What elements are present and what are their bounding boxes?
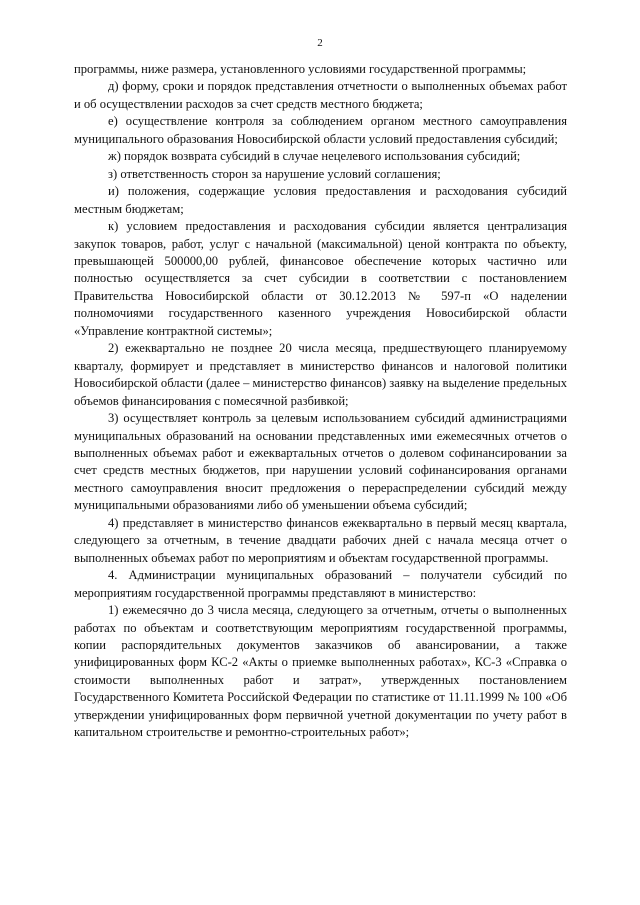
paragraph-item-d: д) форму, сроки и порядок представления отчетности о выполненных объемах работ и об осуществлении расходов за счет средств местного бюджета; bbox=[74, 79, 567, 111]
paragraph-item-z: з) ответственность сторон за нарушение условий соглашения; bbox=[108, 166, 441, 181]
paragraph-item-k: к) условием предоставления и расходования субсидии является централизация закупок товаров, работ, услуг с начальной (максимальной) ценой контракта по объекту, превышающей 500000,00 рублей, финансовое обеспечение которых частично или полностью осуществляется за счет субсидии в соответствии с постановлением Правительства Новосибирской области от 30.12.2013 № 597-п «О наделении полномочиями государственного казенного учреждения Новосибирской области «Управление контрактной системы»; bbox=[74, 219, 567, 338]
paragraph-section-4: 4. Администрации муниципальных образований – получатели субсидий по мероприятиям государственной программы представляют в министерство: bbox=[74, 568, 567, 600]
paragraph-point-3: 3) осуществляет контроль за целевым использованием субсидий администрациями муниципальных образований на основании представленных ими ежемесячных отчетов о выполненных объемах работ и ежеквартальных отчетов о долевом софинансировании за счет средств местных бюджетов, при нарушении условий софинансирования органами местного самоуправления вносит предложения о перераспределении субсидий между муниципальными образованиями либо об уменьшении объема субсидий; bbox=[74, 411, 567, 513]
document-body bbox=[74, 61, 567, 742]
paragraph-programme-threshold: программы, ниже размера, установленного условиями государственной программы; bbox=[74, 62, 527, 76]
paragraph-subpoint-1: 1) ежемесячно до 3 числа месяца, следующего за отчетным, отчеты о выполненных работах по объектам и соответствующим мероприятиям государственной программы, копии распорядительных документов заказчиков об авансировании, а также унифицированных форм КС-2 «Акты о приемке выполненных работах», КС-3 «Справка о стоимости выполненных работ и затрат», утвержденных постановлением Государственного Комитета Российской Федерации по статистике от 11.11.1999 № 100 «Об утверждении унифицированных форм первичной учетной документации по учету работ в капитальном строительстве и ремонтно-строительных работ»; bbox=[74, 603, 567, 740]
paragraph-point-2: 2) ежеквартально не позднее 20 числа месяца, предшествующего планируемому кварталу, формирует и представляет в министерство финансов и налоговой политики Новосибирской области (далее – министерство финансов) заявку на выделение предельных объемов финансирования с помесячной разбивкой; bbox=[74, 341, 567, 408]
paragraph-point-4: 4) представляет в министерство финансов ежеквартально в первый месяц квартала, следующего за отчетным, в течение двадцати рабочих дней с начала месяца отчет о выполненных объемах работ по мероприятиям и объектам государственной программы. bbox=[74, 515, 567, 565]
page-number: 2 bbox=[317, 37, 323, 49]
paragraph-item-zh: ж) порядок возврата субсидий в случае нецелевого использования субсидий; bbox=[108, 149, 521, 164]
paragraph-item-i: и) положения, содержащие условия предоставления и расходования субсидий местным бюджетам; bbox=[74, 184, 567, 216]
paragraph-item-e: е) осуществление контроля за соблюдением органом местного самоуправления муниципального образования Новосибирской области условий предоставления субсидий; bbox=[74, 114, 567, 146]
